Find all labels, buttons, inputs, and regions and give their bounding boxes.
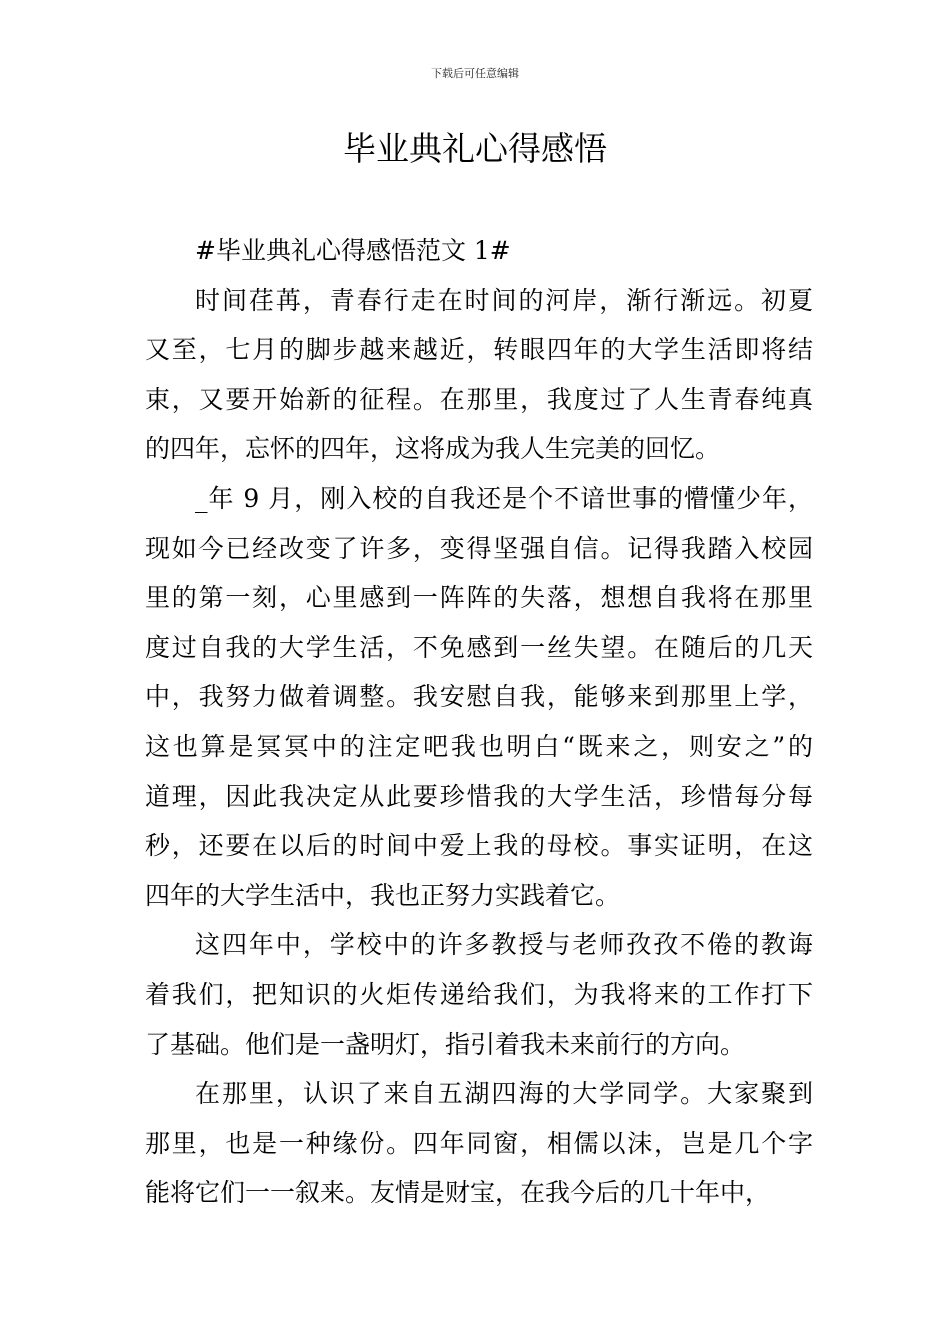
paragraph-line: 着我们，把知识的火炬传递给我们，为我将来的工作打下 <box>145 979 813 1009</box>
document-title: 毕业典礼心得感悟 <box>343 129 607 168</box>
paragraph-line: 在那里，认识了来自五湖四海的大学同学。大家聚到 <box>195 1079 813 1109</box>
paragraph-line: 四年的大学生活中，我也正努力实践着它。 <box>145 880 621 910</box>
paragraph-line: 这四年中，学校中的许多教授与老师孜孜不倦的教诲 <box>195 930 813 960</box>
paragraph-line: 时间荏苒，青春行走在时间的河岸，渐行渐远。初夏 <box>195 285 813 315</box>
paragraph-line: 这也算是冥冥中的注定吧我也明白“既来之，则安之”的 <box>145 731 813 761</box>
paragraph-line: 中，我努力做着调整。我安慰自我，能够来到那里上学， <box>145 682 813 712</box>
paragraph-line: 秒，还要在以后的时间中爱上我的母校。事实证明，在这 <box>145 831 813 861</box>
paragraph-line: 那里，也是一种缘份。四年同窗，相儒以沫，岂是几个字 <box>145 1128 813 1158</box>
paragraph-line: 里的第一刻，心里感到一阵阵的失落，想想自我将在那里 <box>145 583 813 613</box>
paragraph-line: #毕业典礼心得感悟范文 1# <box>195 236 511 265</box>
paragraph-line: 能将它们一一叙来。友情是财宝，在我今后的几十年中， <box>145 1178 771 1208</box>
paragraph-line: _年 9 月，刚入校的自我还是个不谙世事的懵懂少年， <box>195 483 813 513</box>
paragraph-line: 的四年，忘怀的四年，这将成为我人生完美的回忆。 <box>145 434 721 464</box>
paragraph-line: 现如今已经改变了许多，变得坚强自信。记得我踏入校园 <box>145 533 813 563</box>
paragraph-line: 束，又要开始新的征程。在那里，我度过了人生青春纯真 <box>145 384 813 414</box>
paragraph <box>145 474 813 920</box>
document-body <box>145 226 813 1218</box>
header-note: 下载后可任意编辑 <box>431 67 519 80</box>
paragraph-line: 了基础。他们是一盏明灯，指引着我未来前行的方向。 <box>145 1029 746 1059</box>
paragraph <box>145 276 813 474</box>
paragraph-line: 道理，因此我决定从此要珍惜我的大学生活，珍惜每分每 <box>145 781 813 811</box>
paragraph <box>145 226 813 276</box>
paragraph <box>145 1069 813 1218</box>
paragraph <box>145 920 813 1069</box>
paragraph-line: 度过自我的大学生活，不免感到一丝失望。在随后的几天 <box>145 632 813 662</box>
paragraph-line: 又至，七月的脚步越来越近，转眼四年的大学生活即将结 <box>145 335 813 365</box>
